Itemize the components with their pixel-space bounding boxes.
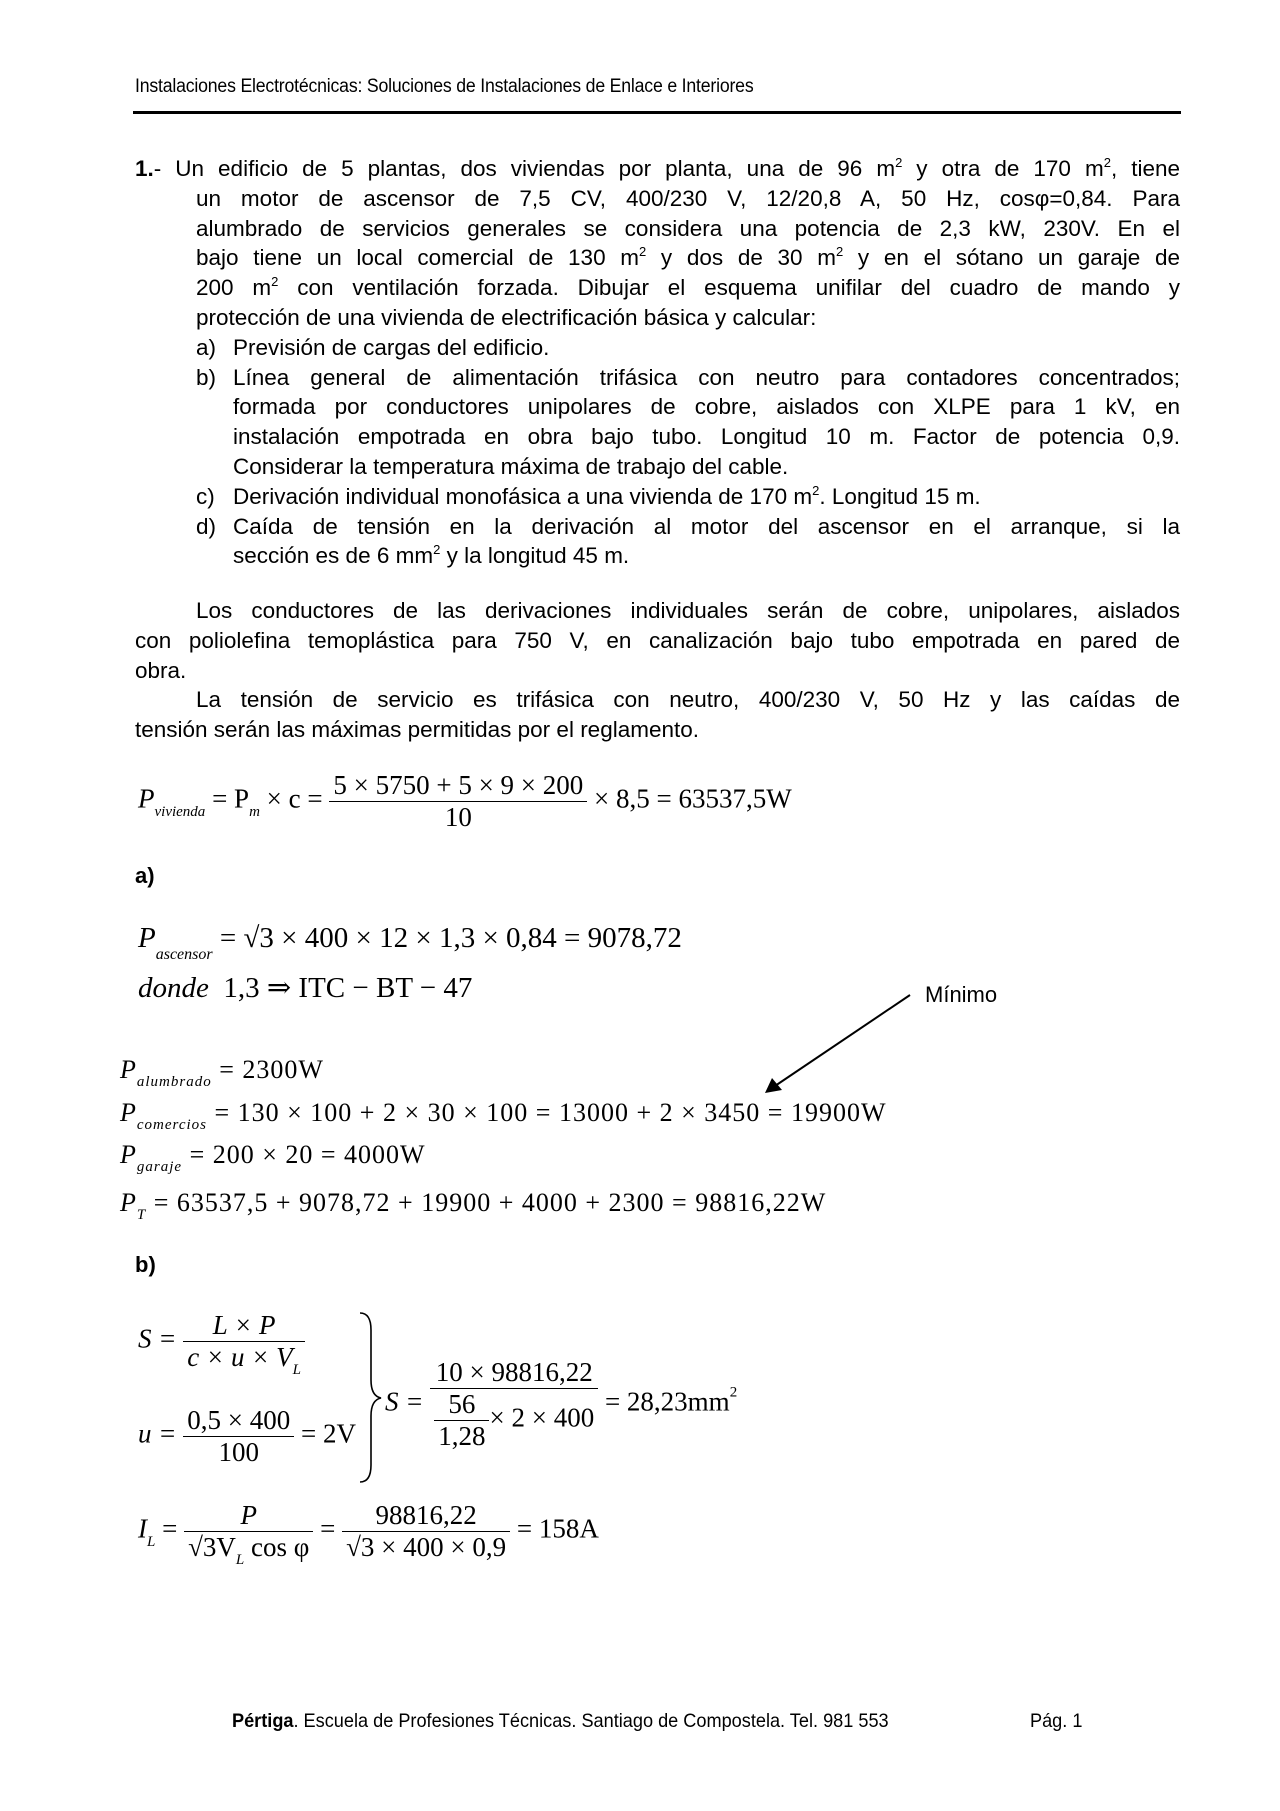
- annotation-minimo: Mínimo: [925, 982, 998, 1007]
- header-title: Instalaciones Electrotécnicas: Soluciones de Instalaciones de Enlace e Interiores: [135, 76, 754, 97]
- section-label-b: b): [135, 1252, 156, 1277]
- formula-donde: donde 1,3 ⇒ ITC − BT − 47: [138, 972, 473, 1004]
- problem-statement: 1.- Un edificio de 5 plantas, dos viviendas por planta, una de 96 $m^2$ y otra de 170 $m^2$, tiene un motor de ascensor de 7,5 CV, 400/230 V, 12/20,8 A, 50 Hz, cosφ=0,84. Para alumbrado de servicios generales se considera una potencia de 2,3 kW, 230V. En el bajo tiene un local comercial de 130 $m^2$ y dos de 30 $m^2$ y en el sótano un garaje de 200 $m^2$ con ventilación forzada. Dibujar el esquema unifilar del cuadro de mando y protección de una vivienda de electrificación básica y calcular: a) Previsión de cargas del edificio. b) Línea general de alimentación trifásica con neutro para contadores concentrados; formada por conductores unipolares de cobre, aislados con XLPE para 1 kV, en instalación empotrada en obra bajo tubo. Longitud 10 m. Factor de potencia 0,9. Considerar la temperatura máxima de trabajo del cable. c) Derivación individual monofásica a una vivienda de 170 $m^2$. Longitud 15 m. d) Caída de tensión en la derivación al motor del ascensor en el arranque, si la sección es de 6 $mm^2$ y la longitud 45 m.: [135, 155, 1180, 569]
- formula-total: $P_T = 63537,5 + 9078,72 + 19900 + 4000 + 2300 = 98816,22W$: [120, 1188, 827, 1223]
- footer-brand: Pértiga: [232, 1710, 294, 1732]
- item-d: d) Caída de tensión en la derivación al motor del ascensor en el arranque, si la: [196, 513, 1180, 539]
- formula-comercios: $P_{comercios} = 130 \times 100 + 2 \times 30 \times 100 = 13000 + 2 \times 3450 = 19900W$: [120, 1098, 887, 1133]
- formula-garaje: $P_{garaje} = 200 \times 20 = 4000W$: [120, 1140, 426, 1175]
- item-c: c) Derivación individual monofásica a una vivienda de 170 $m^2$. Longitud 15 m.: [196, 482, 981, 509]
- problem-number: 1.: [135, 156, 154, 181]
- footer: Pértiga. Escuela de Profesiones Técnicas. Santiago de Compostela. Tel. 981 553: [232, 1710, 889, 1732]
- item-a: a) Previsión de cargas del edificio.: [196, 334, 550, 360]
- header-divider: [133, 111, 1181, 114]
- item-b: b) Línea general de alimentación trifásica con neutro para contadores concentrados;: [196, 364, 1180, 390]
- arrow-icon: [760, 990, 920, 1100]
- formula-current: $I_L$ = $\frac{P}{√3V_L \cos \varphi}$ = $\frac{98816,22}{√3 \times 400 \times 0,9}$ = 158A: [138, 1500, 599, 1568]
- section-label-a: a): [135, 863, 155, 888]
- formula-s-result: S = 10 × 98816,22 $\frac{56}{1,28}$ × 2 × 400 = $28,23mm^2$: [385, 1357, 738, 1451]
- formula-alumbrado: $P_{alumbrado} = 2300W$: [120, 1055, 324, 1090]
- formula-s: S = $\frac{L \times P}{c \times u \times V_L}$: [138, 1310, 305, 1373]
- formula-u: u = $\frac{0,5 \times 400}{100}$ = 2V: [138, 1405, 356, 1467]
- notes: Los conductores de las derivaciones individuales serán de cobre, unipolares, aislados con poliolefina temoplástica para 750 V, en canalización bajo tubo empotrada en pared de obra. La tensión de servicio es trifásica con neutro, 400/230 V, 50 Hz y las caídas de tensión serán las máximas permitidas por el reglamento.: [135, 598, 1180, 743]
- formula-ascensor: $P_{ascensor} = √3 \times 400 \times 12 \times 1,3 \times 0,84 = 9078,72$: [138, 922, 682, 963]
- formula-vivienda: $P_{vivienda} = P_m \times c$ = $\frac{5 \times 5750 + 5 \times 9 \times 200}{10}$ × 8,5 = 63537,5W: [138, 770, 792, 832]
- page-number: Pág. 1: [1030, 1710, 1083, 1732]
- brace-icon: [355, 1310, 385, 1485]
